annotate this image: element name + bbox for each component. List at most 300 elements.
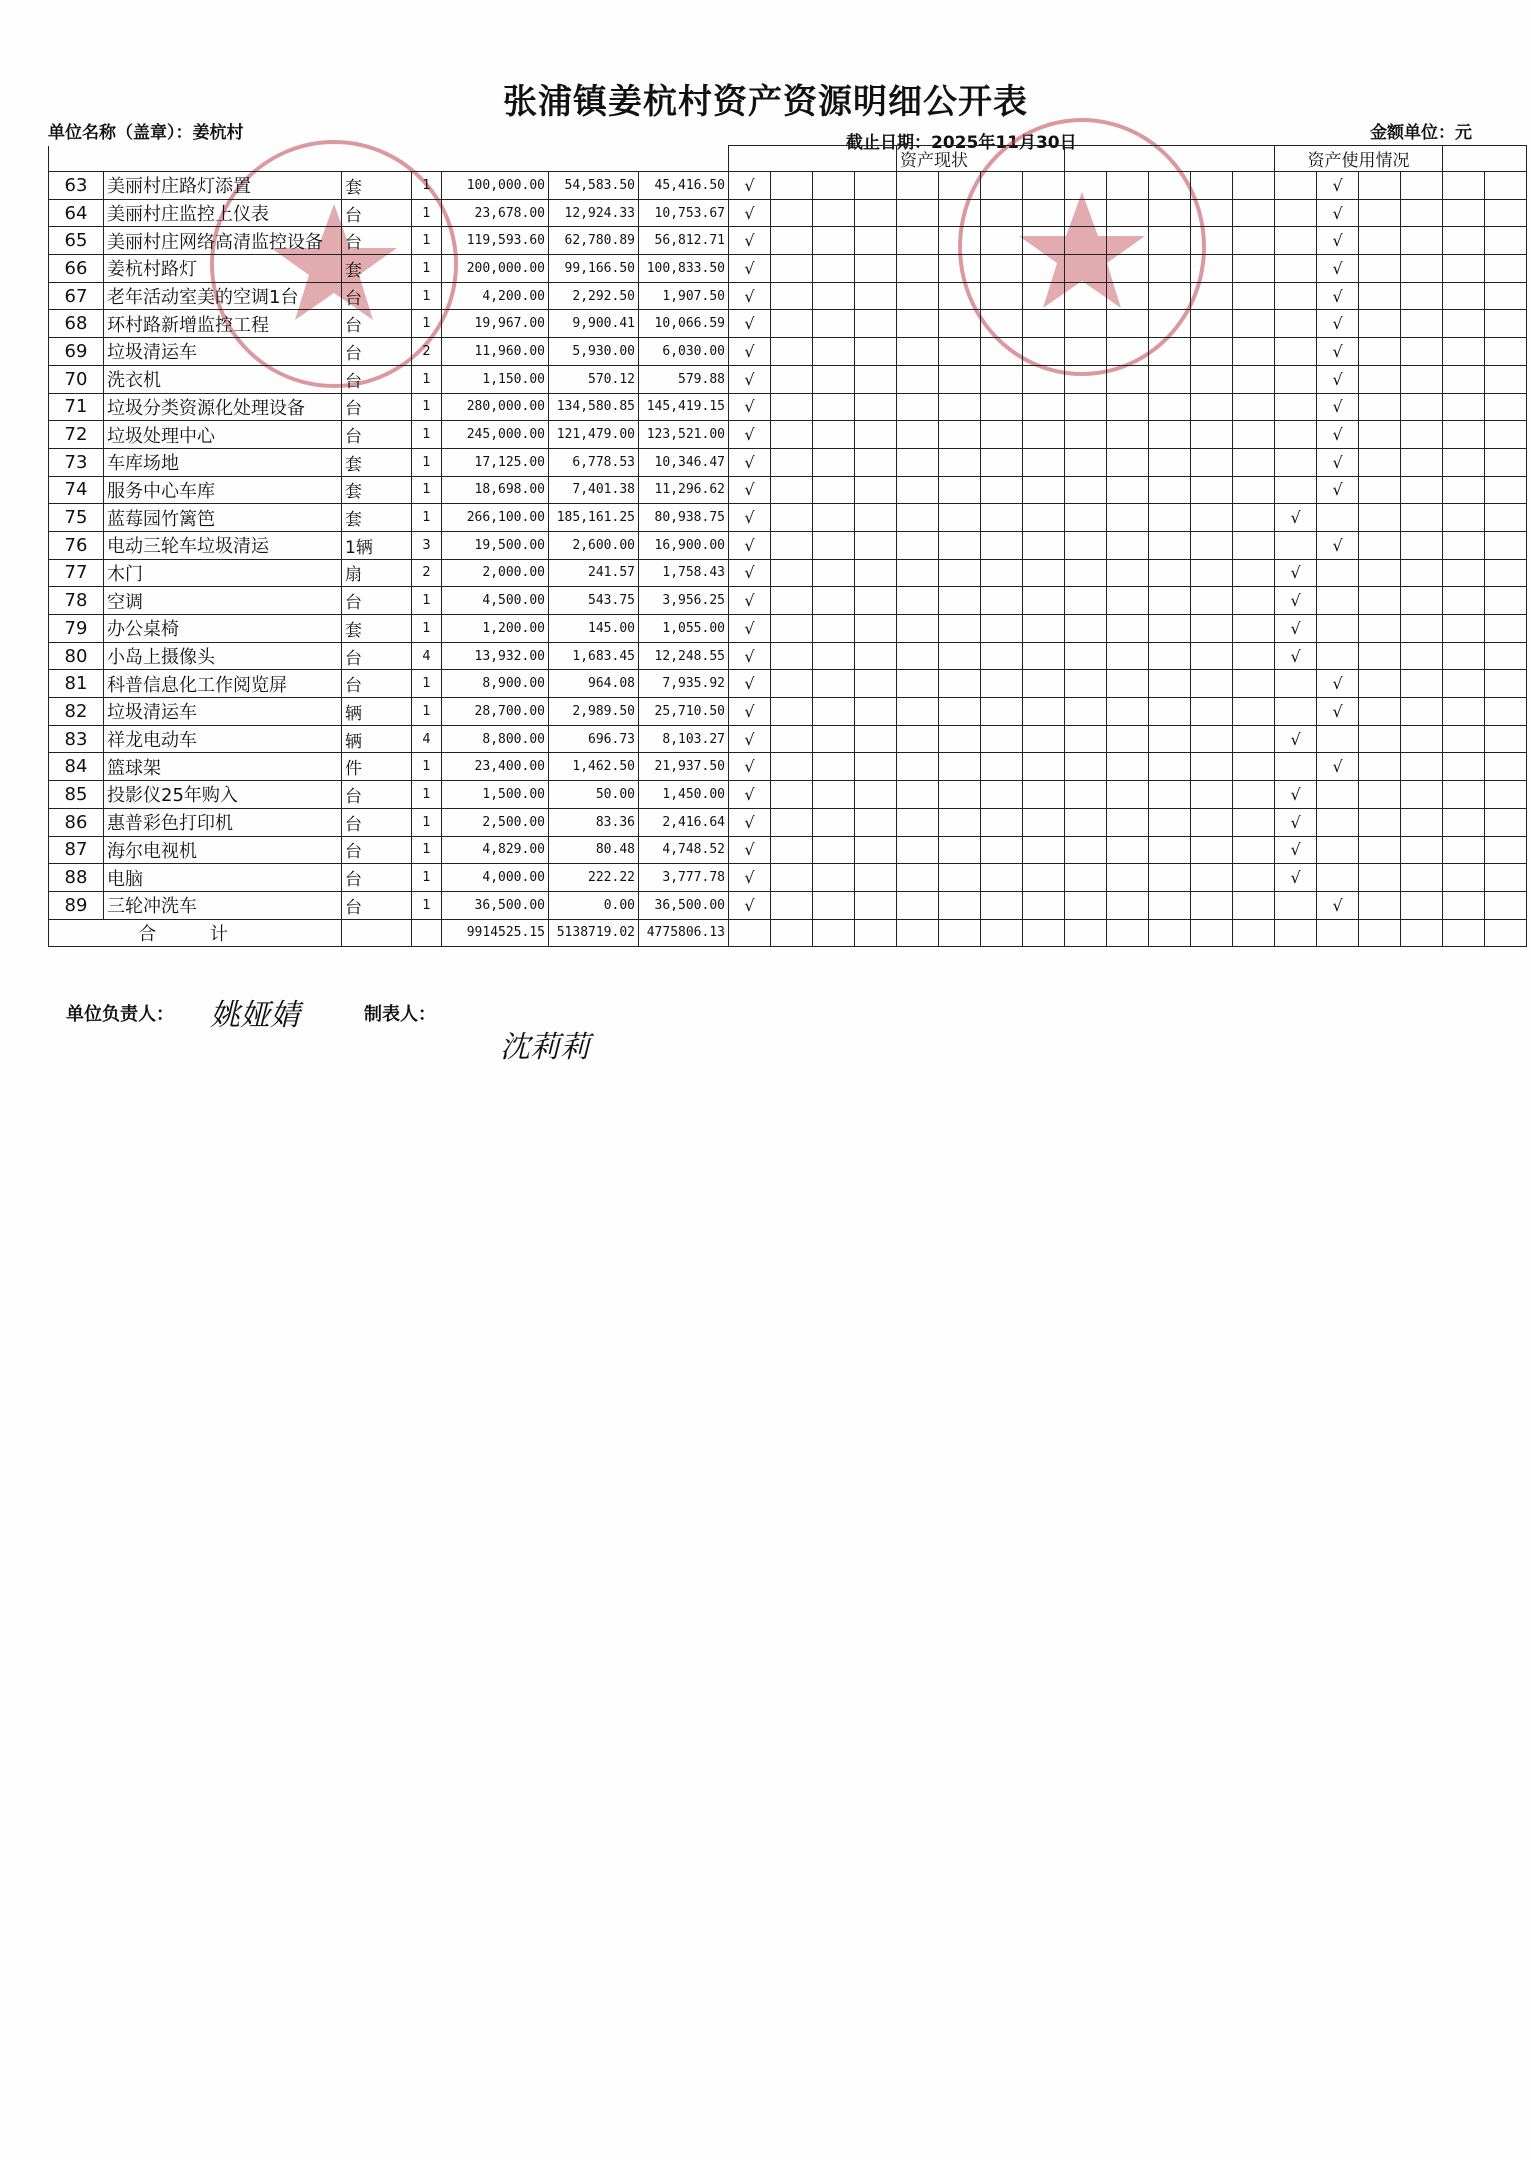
asset-name: 三轮冲洗车: [104, 891, 342, 919]
check-cell: [771, 642, 813, 670]
check-cell: [939, 421, 981, 449]
net-value: 3,777.78: [639, 864, 729, 892]
check-cell: [1023, 448, 1065, 476]
empty-cell: [1065, 919, 1107, 947]
row-number: 88: [49, 864, 104, 892]
check-cell: [1275, 338, 1317, 366]
asset-unit: 台: [342, 393, 412, 421]
asset-quantity: 1: [412, 836, 442, 864]
check-cell: [1233, 531, 1275, 559]
check-cell: [1023, 808, 1065, 836]
asset-unit: 扇: [342, 559, 412, 587]
check-cell: [813, 504, 855, 532]
accumulated-depreciation: 2,989.50: [549, 698, 639, 726]
check-cell: [771, 587, 813, 615]
original-value: 2,500.00: [442, 808, 549, 836]
check-cell: [1401, 642, 1443, 670]
check-cell: [771, 753, 813, 781]
asset-name: 垃圾清运车: [104, 698, 342, 726]
check-cell: [1065, 338, 1107, 366]
original-value: 1,150.00: [442, 365, 549, 393]
check-cell: [1107, 365, 1149, 393]
check-cell: [1233, 753, 1275, 781]
check-cell: [1149, 836, 1191, 864]
check-cell: [1191, 808, 1233, 836]
accumulated-depreciation: 12,924.33: [549, 199, 639, 227]
check-cell: [1233, 255, 1275, 283]
check-cell: [813, 698, 855, 726]
check-cell: [1401, 310, 1443, 338]
check-cell: [1233, 393, 1275, 421]
check-cell: [981, 310, 1023, 338]
check-cell: [1443, 448, 1485, 476]
row-number: 77: [49, 559, 104, 587]
check-cell: [1023, 725, 1065, 753]
check-cell: [855, 864, 897, 892]
check-cell: [981, 670, 1023, 698]
asset-name: 蓝莓园竹篱笆: [104, 504, 342, 532]
asset-unit: 1辆: [342, 531, 412, 559]
check-cell: [1443, 615, 1485, 643]
check-cell: [981, 587, 1023, 615]
check-cell: [1317, 781, 1359, 809]
check-cell: [771, 531, 813, 559]
check-cell: [1275, 670, 1317, 698]
check-cell: [1485, 642, 1527, 670]
check-cell: [1191, 172, 1233, 200]
check-cell: [1149, 753, 1191, 781]
check-cell: [771, 808, 813, 836]
row-number: 65: [49, 227, 104, 255]
asset-name: 环村路新增监控工程: [104, 310, 342, 338]
check-cell: [1233, 891, 1275, 919]
table-row: [49, 393, 1527, 421]
check-cell: [813, 836, 855, 864]
check-cell: [897, 781, 939, 809]
empty-cell: [1317, 919, 1359, 947]
check-cell: [1023, 199, 1065, 227]
net-value: 1,758.43: [639, 559, 729, 587]
check-cell: [1485, 587, 1527, 615]
check-cell: [1191, 836, 1233, 864]
check-cell: [855, 836, 897, 864]
total-original-value: 9914525.15: [442, 919, 549, 947]
check-cell: √: [729, 615, 771, 643]
check-cell: √: [729, 338, 771, 366]
check-cell: [1275, 421, 1317, 449]
check-cell: [981, 282, 1023, 310]
original-value: 23,400.00: [442, 753, 549, 781]
check-cell: [1275, 255, 1317, 283]
asset-name: 篮球架: [104, 753, 342, 781]
check-cell: [1485, 227, 1527, 255]
accumulated-depreciation: 54,583.50: [549, 172, 639, 200]
check-cell: [897, 864, 939, 892]
check-cell: [1107, 282, 1149, 310]
accumulated-depreciation: 6,778.53: [549, 448, 639, 476]
empty-cell: [1443, 919, 1485, 947]
check-cell: [1401, 781, 1443, 809]
check-cell: [855, 199, 897, 227]
check-cell: [1443, 891, 1485, 919]
check-cell: [1401, 504, 1443, 532]
check-cell: [1443, 531, 1485, 559]
net-value: 21,937.50: [639, 753, 729, 781]
check-cell: √: [729, 255, 771, 283]
check-cell: [897, 753, 939, 781]
table-row: [49, 753, 1527, 781]
asset-table-body: [49, 146, 1527, 947]
asset-status-header: 资产现状: [897, 146, 1065, 172]
check-cell: [1485, 476, 1527, 504]
check-cell: [1485, 725, 1527, 753]
asset-unit: 套: [342, 504, 412, 532]
original-value: 4,200.00: [442, 282, 549, 310]
net-value: 10,753.67: [639, 199, 729, 227]
check-cell: [1359, 282, 1401, 310]
check-cell: [813, 891, 855, 919]
check-cell: [1443, 227, 1485, 255]
check-cell: [1149, 781, 1191, 809]
net-value: 56,812.71: [639, 227, 729, 255]
asset-quantity: 1: [412, 421, 442, 449]
check-cell: [1359, 310, 1401, 338]
check-cell: [771, 310, 813, 338]
check-cell: [855, 310, 897, 338]
original-value: 18,698.00: [442, 476, 549, 504]
check-cell: [1485, 282, 1527, 310]
check-cell: [813, 282, 855, 310]
check-cell: [1443, 504, 1485, 532]
check-cell: [1401, 559, 1443, 587]
check-cell: √: [1317, 891, 1359, 919]
check-cell: [1443, 670, 1485, 698]
check-cell: [1191, 891, 1233, 919]
check-cell: [855, 227, 897, 255]
row-number: 72: [49, 421, 104, 449]
accumulated-depreciation: 7,401.38: [549, 476, 639, 504]
accumulated-depreciation: 80.48: [549, 836, 639, 864]
asset-quantity: 4: [412, 725, 442, 753]
empty-cell: [1149, 919, 1191, 947]
check-cell: [1191, 227, 1233, 255]
original-value: 23,678.00: [442, 199, 549, 227]
check-cell: [1401, 836, 1443, 864]
check-cell: [1233, 448, 1275, 476]
row-number: 80: [49, 642, 104, 670]
original-value: 280,000.00: [442, 393, 549, 421]
check-cell: [1359, 531, 1401, 559]
check-cell: [1401, 615, 1443, 643]
check-cell: [1317, 864, 1359, 892]
check-cell: √: [729, 227, 771, 255]
check-cell: [1107, 172, 1149, 200]
check-cell: [1443, 338, 1485, 366]
check-cell: [1023, 365, 1065, 393]
check-cell: [1443, 753, 1485, 781]
table-row: [49, 587, 1527, 615]
check-cell: [1401, 864, 1443, 892]
check-cell: [771, 227, 813, 255]
check-cell: [1485, 393, 1527, 421]
check-cell: [771, 864, 813, 892]
check-cell: [1107, 199, 1149, 227]
original-value: 19,967.00: [442, 310, 549, 338]
check-cell: [897, 559, 939, 587]
asset-unit: 套: [342, 172, 412, 200]
check-cell: [981, 338, 1023, 366]
asset-unit: 台: [342, 642, 412, 670]
check-cell: [1233, 282, 1275, 310]
check-cell: [1149, 725, 1191, 753]
accumulated-depreciation: 83.36: [549, 808, 639, 836]
asset-unit: 台: [342, 310, 412, 338]
check-cell: [1359, 448, 1401, 476]
check-cell: [897, 310, 939, 338]
row-number: 86: [49, 808, 104, 836]
check-cell: [1443, 310, 1485, 338]
check-cell: [855, 531, 897, 559]
check-cell: [1485, 448, 1527, 476]
check-cell: [1443, 836, 1485, 864]
check-cell: [1233, 421, 1275, 449]
asset-table: [48, 145, 1527, 947]
check-cell: [771, 393, 813, 421]
table-row: [49, 698, 1527, 726]
check-cell: [771, 504, 813, 532]
check-cell: [1107, 808, 1149, 836]
check-cell: [897, 255, 939, 283]
check-cell: [1359, 365, 1401, 393]
check-cell: [771, 199, 813, 227]
check-cell: [855, 421, 897, 449]
check-cell: √: [729, 476, 771, 504]
check-cell: [981, 365, 1023, 393]
check-cell: √: [1317, 670, 1359, 698]
check-cell: [981, 421, 1023, 449]
check-cell: [1233, 504, 1275, 532]
asset-quantity: 1: [412, 255, 442, 283]
check-cell: [981, 559, 1023, 587]
check-cell: [1275, 448, 1317, 476]
check-cell: [1191, 310, 1233, 338]
total-label: 合 计: [49, 919, 342, 947]
check-cell: [1233, 725, 1275, 753]
check-cell: [1485, 338, 1527, 366]
check-cell: [1191, 504, 1233, 532]
asset-quantity: 1: [412, 365, 442, 393]
check-cell: [855, 365, 897, 393]
check-cell: [1359, 642, 1401, 670]
original-value: 4,500.00: [442, 587, 549, 615]
check-cell: √: [729, 365, 771, 393]
check-cell: [1233, 670, 1275, 698]
original-value: 4,829.00: [442, 836, 549, 864]
check-cell: √: [729, 587, 771, 615]
original-value: 11,960.00: [442, 338, 549, 366]
check-cell: [1191, 282, 1233, 310]
check-cell: [1233, 559, 1275, 587]
check-cell: [1107, 781, 1149, 809]
original-value: 17,125.00: [442, 448, 549, 476]
check-cell: [1065, 836, 1107, 864]
check-cell: [855, 172, 897, 200]
check-cell: [1443, 642, 1485, 670]
net-value: 10,346.47: [639, 448, 729, 476]
net-value: 1,450.00: [639, 781, 729, 809]
check-cell: [897, 891, 939, 919]
check-cell: [1443, 698, 1485, 726]
check-cell: [1107, 393, 1149, 421]
asset-quantity: 2: [412, 338, 442, 366]
check-cell: [1359, 698, 1401, 726]
accumulated-depreciation: 0.00: [549, 891, 639, 919]
net-value: 80,938.75: [639, 504, 729, 532]
check-cell: [1275, 891, 1317, 919]
check-cell: [1191, 476, 1233, 504]
net-value: 1,907.50: [639, 282, 729, 310]
check-cell: [1359, 864, 1401, 892]
check-cell: [1191, 670, 1233, 698]
asset-name: 垃圾处理中心: [104, 421, 342, 449]
check-cell: [981, 255, 1023, 283]
cutoff-date-label: 截止日期：2025年11月30日: [846, 133, 1077, 153]
empty-cell: [1023, 919, 1065, 947]
asset-name: 祥龙电动车: [104, 725, 342, 753]
check-cell: [1401, 725, 1443, 753]
total-depreciation: 5138719.02: [549, 919, 639, 947]
check-cell: [1065, 365, 1107, 393]
check-cell: [1233, 587, 1275, 615]
check-cell: √: [1317, 310, 1359, 338]
responsible-signature: 姚娅婧: [210, 998, 300, 1033]
check-cell: [1149, 698, 1191, 726]
check-cell: [939, 338, 981, 366]
check-cell: [1275, 227, 1317, 255]
row-number: 84: [49, 753, 104, 781]
check-cell: [1443, 559, 1485, 587]
check-cell: [1233, 642, 1275, 670]
check-cell: [855, 559, 897, 587]
check-cell: √: [729, 781, 771, 809]
check-cell: [1023, 642, 1065, 670]
check-cell: [1023, 227, 1065, 255]
check-cell: √: [1317, 338, 1359, 366]
check-cell: [1023, 255, 1065, 283]
check-cell: √: [729, 753, 771, 781]
empty-cell: [855, 919, 897, 947]
check-cell: [1401, 393, 1443, 421]
check-cell: [1065, 891, 1107, 919]
check-cell: [1485, 698, 1527, 726]
check-cell: [1359, 199, 1401, 227]
empty-cell: [897, 919, 939, 947]
check-cell: [1359, 393, 1401, 421]
check-cell: [939, 864, 981, 892]
accumulated-depreciation: 696.73: [549, 725, 639, 753]
check-cell: [1107, 448, 1149, 476]
check-cell: [939, 670, 981, 698]
accumulated-depreciation: 121,479.00: [549, 421, 639, 449]
check-cell: [897, 199, 939, 227]
check-cell: [939, 891, 981, 919]
currency-unit-label: 金额单位：元: [1370, 123, 1472, 143]
empty-cell: [1401, 919, 1443, 947]
check-cell: [1401, 255, 1443, 283]
check-cell: √: [729, 421, 771, 449]
check-cell: [1359, 338, 1401, 366]
check-cell: √: [729, 448, 771, 476]
check-cell: [1443, 781, 1485, 809]
check-cell: √: [729, 808, 771, 836]
accumulated-depreciation: 5,930.00: [549, 338, 639, 366]
check-cell: [1401, 531, 1443, 559]
check-cell: [771, 448, 813, 476]
asset-name: 小岛上摄像头: [104, 642, 342, 670]
check-cell: [897, 448, 939, 476]
original-value: 8,900.00: [442, 670, 549, 698]
empty-cell: [1233, 919, 1275, 947]
empty-cell: [939, 919, 981, 947]
net-value: 3,956.25: [639, 587, 729, 615]
check-cell: [1275, 365, 1317, 393]
asset-quantity: 1: [412, 282, 442, 310]
check-cell: [1107, 476, 1149, 504]
asset-name: 车库场地: [104, 448, 342, 476]
asset-name: 投影仪25年购入: [104, 781, 342, 809]
empty-cell: [813, 919, 855, 947]
check-cell: [1107, 504, 1149, 532]
check-cell: [1023, 393, 1065, 421]
check-cell: [1443, 172, 1485, 200]
check-cell: [771, 615, 813, 643]
check-cell: [1359, 725, 1401, 753]
check-cell: [1065, 227, 1107, 255]
check-cell: [1023, 559, 1065, 587]
accumulated-depreciation: 543.75: [549, 587, 639, 615]
check-cell: [1485, 531, 1527, 559]
check-cell: [813, 476, 855, 504]
check-cell: [771, 781, 813, 809]
row-number: 64: [49, 199, 104, 227]
row-number: 73: [49, 448, 104, 476]
check-cell: [1023, 504, 1065, 532]
check-cell: [939, 476, 981, 504]
asset-quantity: 1: [412, 227, 442, 255]
check-cell: [1233, 365, 1275, 393]
table-row: [49, 310, 1527, 338]
check-cell: [1233, 864, 1275, 892]
check-cell: [1065, 753, 1107, 781]
check-cell: √: [1275, 781, 1317, 809]
check-cell: [855, 615, 897, 643]
net-value: 7,935.92: [639, 670, 729, 698]
original-value: 245,000.00: [442, 421, 549, 449]
check-cell: [1485, 199, 1527, 227]
check-cell: [813, 725, 855, 753]
check-cell: [981, 615, 1023, 643]
check-cell: [1065, 476, 1107, 504]
check-cell: [1359, 615, 1401, 643]
net-value: 10,066.59: [639, 310, 729, 338]
check-cell: [1107, 310, 1149, 338]
check-cell: [1233, 310, 1275, 338]
accumulated-depreciation: 2,600.00: [549, 531, 639, 559]
check-cell: [1485, 504, 1527, 532]
check-cell: [1401, 199, 1443, 227]
asset-name: 姜杭村路灯: [104, 255, 342, 283]
table-row: [49, 642, 1527, 670]
